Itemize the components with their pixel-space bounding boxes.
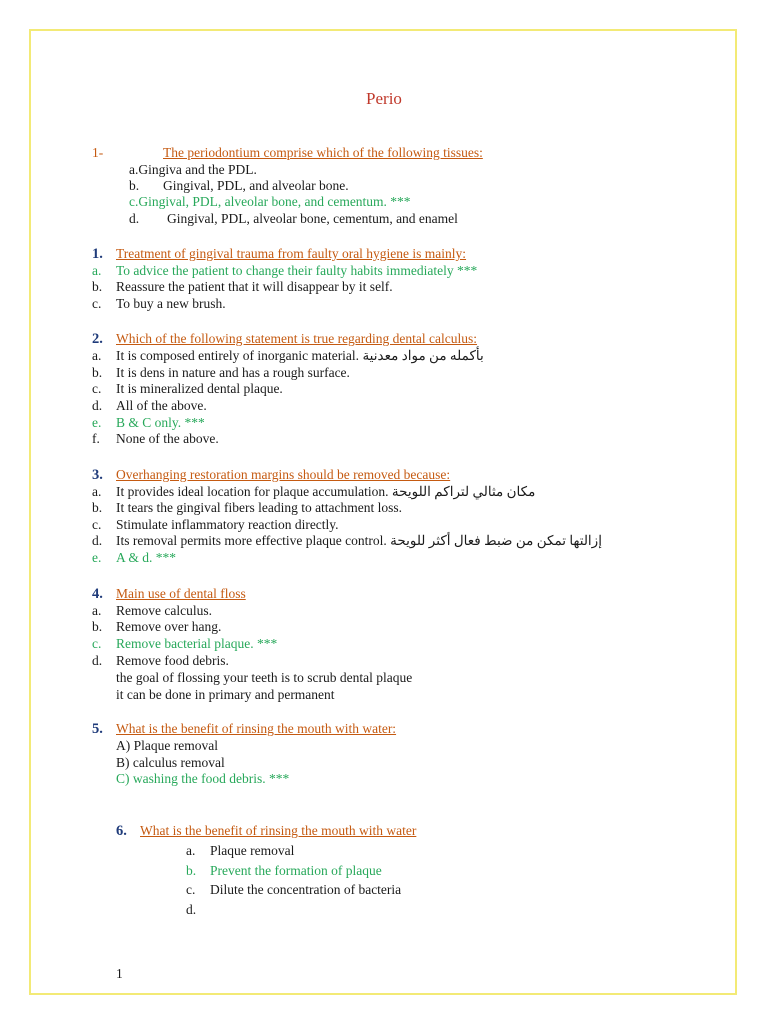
answer-option <box>92 619 221 635</box>
answer-option <box>92 398 207 414</box>
option-label: b. <box>129 178 140 193</box>
option-text: It tears the gingival fibers leading to attachment loss. <box>116 500 403 515</box>
option-label: a. <box>129 162 139 177</box>
option-label: a. <box>186 843 196 858</box>
question-number: 3. <box>92 467 103 483</box>
option-label: e. <box>92 550 102 565</box>
answer-option-correct <box>129 194 411 210</box>
option-label: b. <box>92 279 103 294</box>
option-label: c. <box>92 636 102 651</box>
answer-option <box>92 381 283 397</box>
answer-option <box>129 211 458 227</box>
answer-option <box>186 902 210 918</box>
answer-option <box>186 882 401 898</box>
question-text: The periodontium comprise which of the following tissues: <box>163 145 483 160</box>
option-text: Remove bacterial plaque. *** <box>116 636 278 651</box>
option-label: c. <box>92 296 102 311</box>
option-label: d. <box>92 533 103 548</box>
option-text: To buy a new brush. <box>116 296 226 311</box>
answer-option <box>92 279 393 295</box>
option-text: It is composed entirely of inorganic material. بأكمله من مواد معدنية <box>116 348 484 363</box>
answer-option-correct <box>92 415 205 431</box>
question-number: 2. <box>92 331 103 347</box>
answer-option <box>92 365 350 381</box>
answer-option <box>186 843 294 859</box>
option-text: Remove over hang. <box>116 619 222 634</box>
question-number: 1. <box>92 246 103 262</box>
answer-option <box>92 603 212 619</box>
option-label: d. <box>129 211 140 226</box>
option-text: Remove calculus. <box>116 603 212 618</box>
option-label: c. <box>92 517 102 532</box>
answer-option: A) Plaque removal <box>116 738 218 753</box>
question-text: Overhanging restoration margins should be removed because: <box>116 467 451 482</box>
answer-option <box>92 517 339 533</box>
answer-option <box>92 296 226 312</box>
option-label: d. <box>92 653 103 668</box>
option-text: To advice the patient to change their faulty habits immediately *** <box>116 263 478 278</box>
option-label: c. <box>129 194 139 209</box>
option-label: a. <box>92 603 102 618</box>
answer-option <box>92 653 229 669</box>
answer-option-correct <box>92 550 176 566</box>
option-label: f. <box>92 431 100 446</box>
question-number: 1- <box>92 145 104 160</box>
option-text: Prevent the formation of plaque <box>210 863 382 878</box>
option-text: Dilute the concentration of bacteria <box>210 882 402 897</box>
option-text: Plaque removal <box>210 843 295 858</box>
answer-option-correct <box>92 636 277 652</box>
option-text: Stimulate inflammatory reaction directly. <box>116 517 339 532</box>
answer-option <box>92 484 535 500</box>
option-label: b. <box>92 619 103 634</box>
option-text: It provides ideal location for plaque accumulation. مكان مثالي لتراكم اللويحة <box>116 484 536 499</box>
page-number: 1 <box>116 966 123 981</box>
option-text: Its removal permits more effective plaque control. إزالتها تمكن من ضبط فعال أكثر للويحة <box>116 533 602 548</box>
question-text: Which of the following statement is true regarding dental calculus: <box>116 331 478 346</box>
option-text: Gingival, PDL, alveolar bone, and cementum. *** <box>138 194 411 209</box>
note-text: it can be done in primary and permanent <box>116 687 335 702</box>
option-label: e. <box>92 415 102 430</box>
option-text: All of the above. <box>116 398 207 413</box>
option-label: a. <box>92 348 102 363</box>
option-label: c. <box>186 882 196 897</box>
question-number: 6. <box>116 823 127 839</box>
question-text: Treatment of gingival trauma from faulty oral hygiene is mainly: <box>116 246 467 261</box>
option-text: None of the above. <box>116 431 219 446</box>
page-title: Perio <box>366 89 402 108</box>
answer-option <box>92 348 484 364</box>
option-text: A & d. *** <box>116 550 177 565</box>
question-number: 4. <box>92 586 103 602</box>
option-text: Gingival, PDL, alveolar bone, cementum, and enamel <box>167 211 458 226</box>
answer-option: B) calculus removal <box>116 755 225 770</box>
answer-option <box>92 431 219 447</box>
option-text: Reassure the patient that it will disappear by it self. <box>116 279 393 294</box>
answer-option <box>92 533 602 549</box>
option-text: It is mineralized dental plaque. <box>116 381 283 396</box>
option-label: d. <box>92 398 103 413</box>
answer-option <box>129 162 257 178</box>
option-text: Gingival, PDL, and alveolar bone. <box>163 178 349 193</box>
question-text: What is the benefit of rinsing the mouth with water: <box>116 721 397 736</box>
note-text: the goal of flossing your teeth is to scrub dental plaque <box>116 670 413 685</box>
option-label: c. <box>92 381 102 396</box>
option-label: b. <box>92 365 103 380</box>
option-label: a. <box>92 484 102 499</box>
answer-option-correct: C) washing the food debris. *** <box>116 771 290 786</box>
answer-option-correct <box>186 863 382 879</box>
option-text: Gingiva and the PDL. <box>138 162 257 177</box>
option-text: It is dens in nature and has a rough surface. <box>116 365 350 380</box>
option-label: b. <box>186 863 197 878</box>
option-text: Remove food debris. <box>116 653 229 668</box>
question-text: Main use of dental floss <box>116 586 246 601</box>
option-label: b. <box>92 500 103 515</box>
option-label: a. <box>92 263 102 278</box>
question-text: What is the benefit of rinsing the mouth with water <box>140 823 417 838</box>
question-number: 5. <box>92 721 103 737</box>
option-text: B & C only. *** <box>116 415 205 430</box>
option-label: d. <box>186 902 197 917</box>
answer-option <box>129 178 349 194</box>
answer-option <box>92 500 402 516</box>
answer-option-correct <box>92 263 477 279</box>
